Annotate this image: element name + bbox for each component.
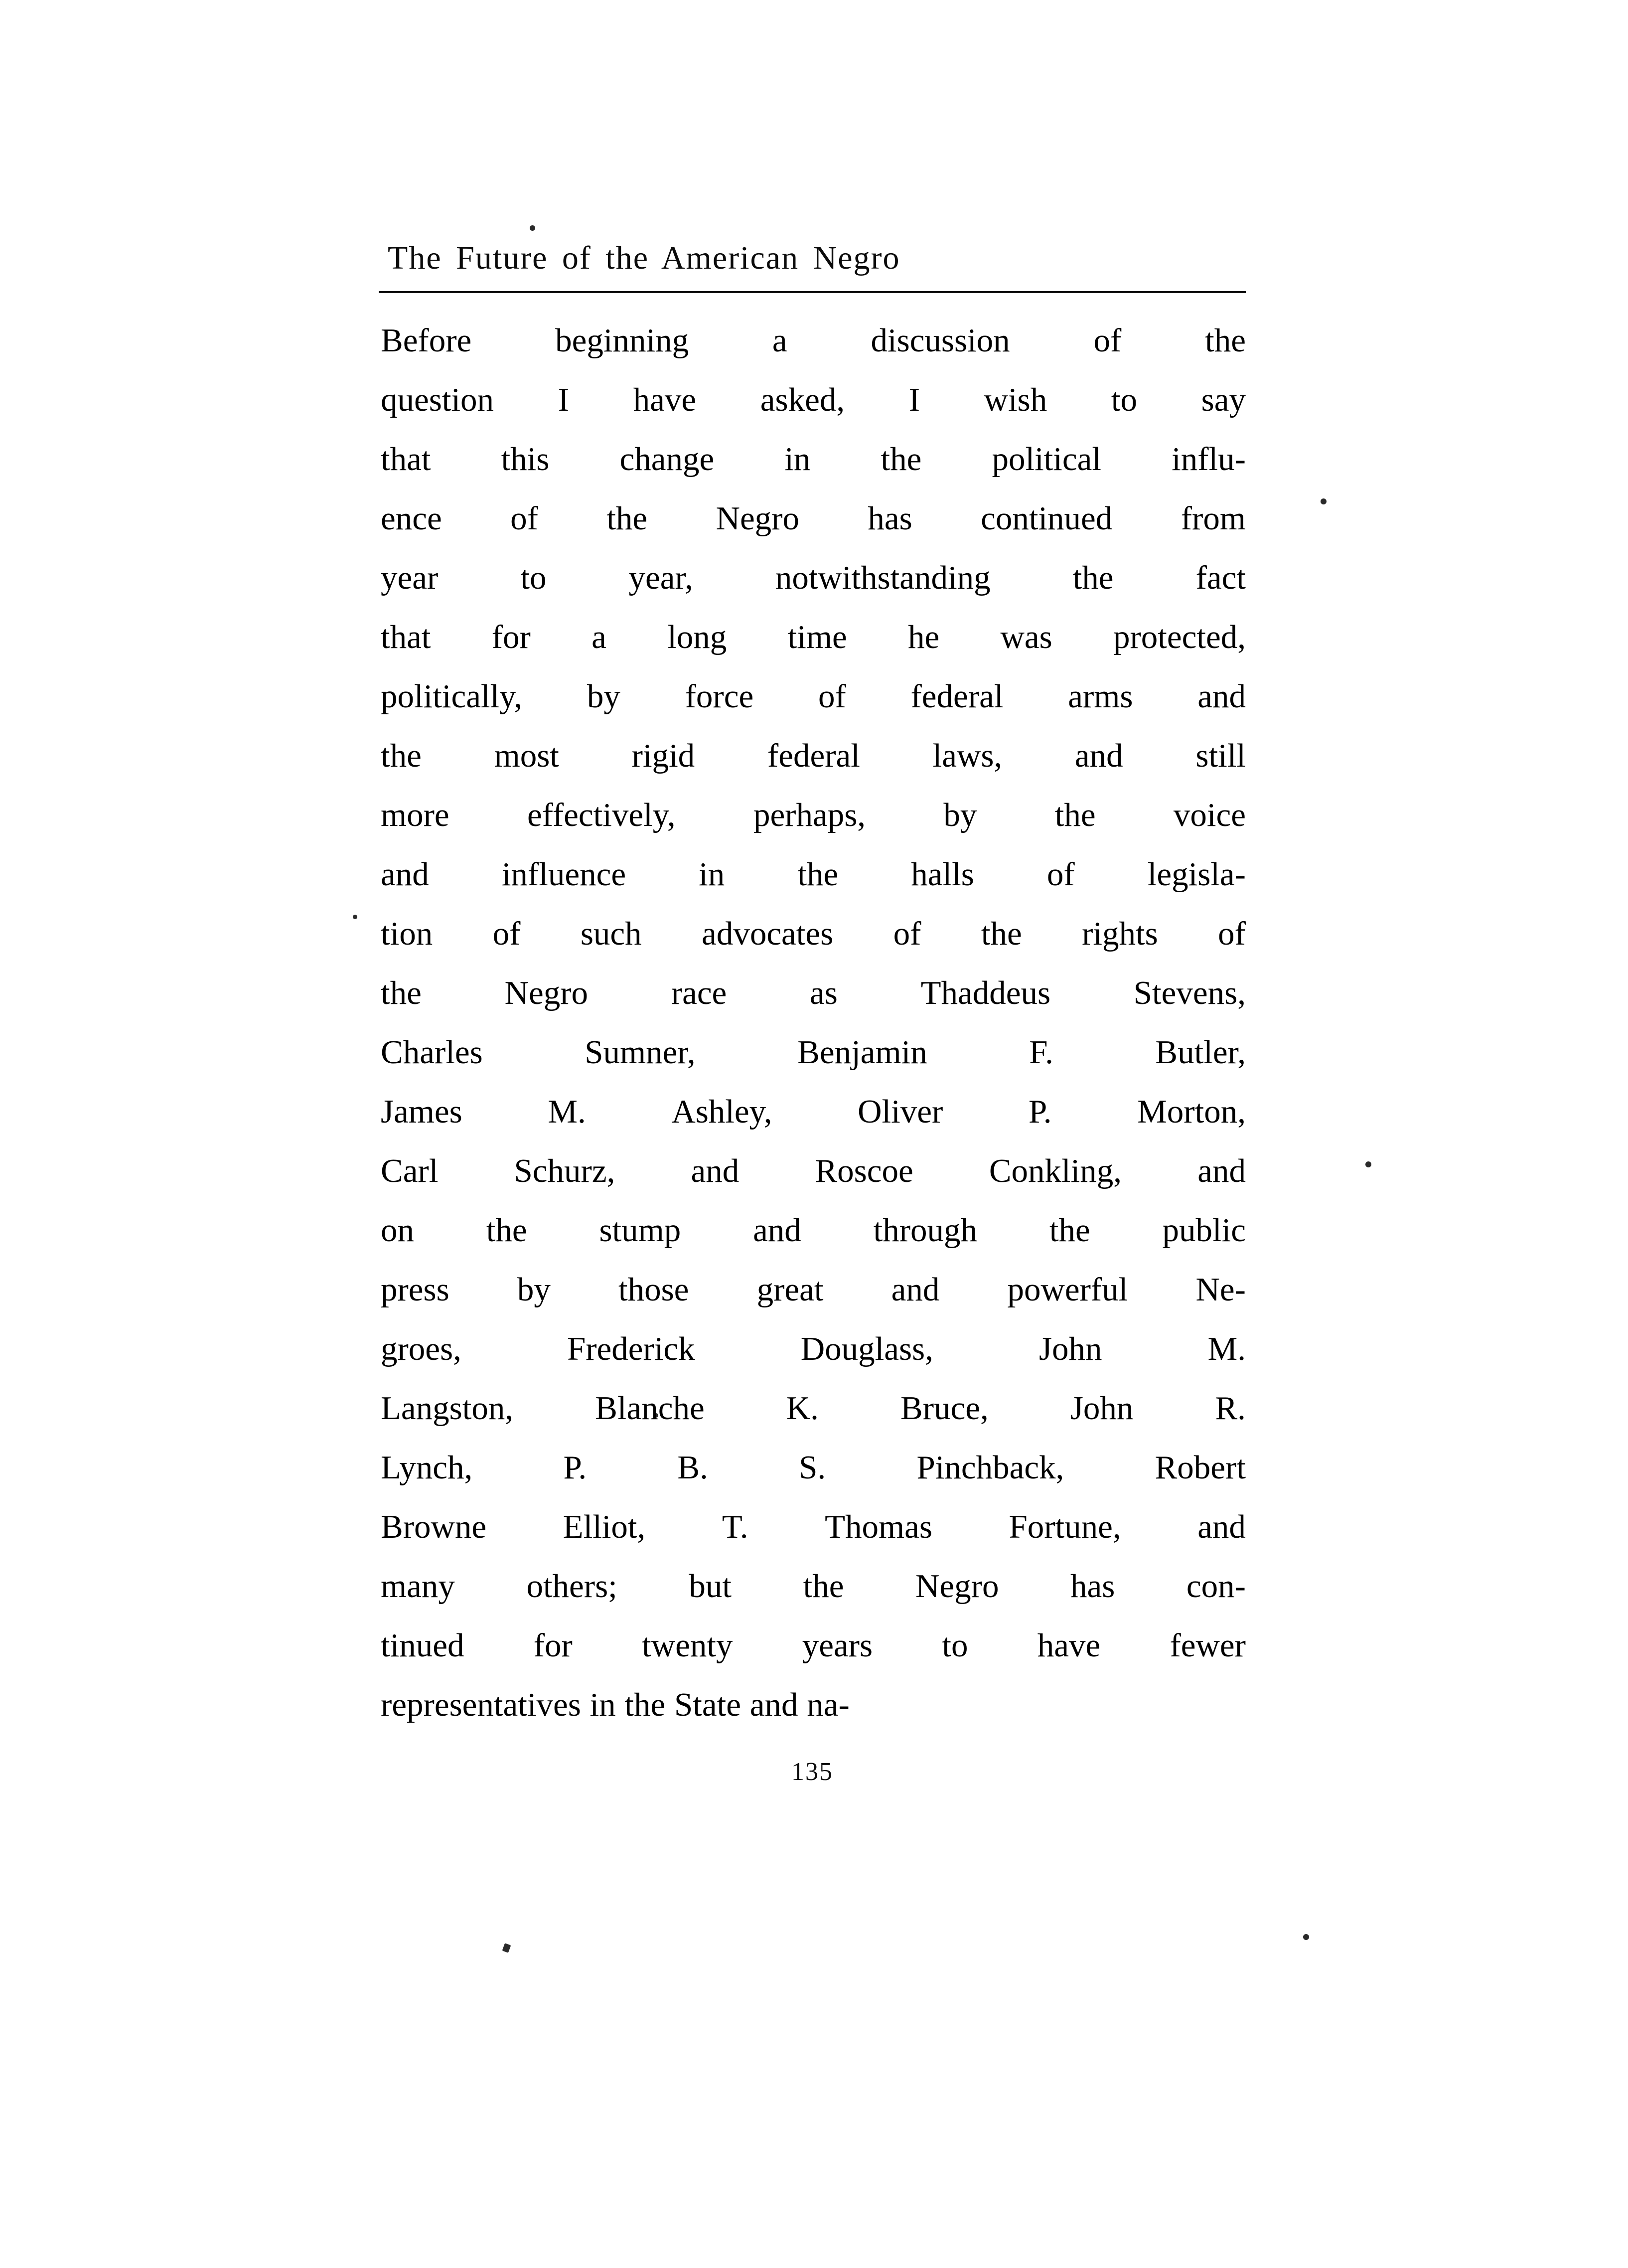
text-line: politically, by force of federal arms and [381, 678, 1246, 715]
text-line: that this change in the political influ- [381, 441, 1246, 478]
running-head: The Future of the American Negro [388, 240, 900, 276]
page-number: 135 [791, 1758, 833, 1786]
text-line: many others; but the Negro has con- [381, 1568, 1246, 1605]
scan-speck [530, 225, 535, 231]
text-line: tion of such advocates of the rights of [381, 915, 1246, 952]
text-line: more effectively, perhaps, by the voice [381, 797, 1246, 833]
text-line: Langston, Blanche K. Bruce, John R. [381, 1390, 1246, 1427]
text-line: tinued for twenty years to have fewer [381, 1627, 1246, 1664]
text-line: that for a long time he was protected, [381, 619, 1246, 655]
text-line: question I have asked, I wish to say [381, 381, 1246, 418]
text-line: press by those great and powerful Ne- [381, 1271, 1246, 1308]
text-line: representatives in the State and na- [381, 1686, 850, 1723]
text-line: the most rigid federal laws, and still [381, 737, 1246, 774]
text-line: Carl Schurz, and Roscoe Conkling, and [381, 1152, 1246, 1189]
text-line: on the stump and through the public [381, 1212, 1246, 1249]
body-paragraph [379, 311, 1246, 1735]
scan-speck [1303, 1934, 1309, 1940]
text-line: year to year, notwithstanding the fact [381, 559, 1246, 596]
text-line: Charles Sumner, Benjamin F. Butler, [381, 1034, 1246, 1071]
scan-speck [353, 915, 357, 919]
text-line: James M. Ashley, Oliver P. Morton, [381, 1093, 1246, 1130]
text-line: Before beginning a discussion of the [381, 322, 1246, 359]
text-line: Lynch, P. B. S. Pinchback, Robert [381, 1449, 1246, 1486]
text-block [379, 239, 1246, 1735]
scan-speck [1321, 498, 1327, 504]
text-line: ence of the Negro has continued from [381, 500, 1246, 537]
scan-speck [502, 1943, 511, 1952]
text-line: groes, Frederick Douglass, John M. [381, 1330, 1246, 1367]
text-line: the Negro race as Thaddeus Stevens, [381, 974, 1246, 1011]
header-rule [379, 291, 1246, 293]
scan-speck [1365, 1161, 1371, 1167]
text-line: Browne Elliot, T. Thomas Fortune, and [381, 1508, 1246, 1545]
text-line: and influence in the halls of legisla- [381, 856, 1246, 893]
